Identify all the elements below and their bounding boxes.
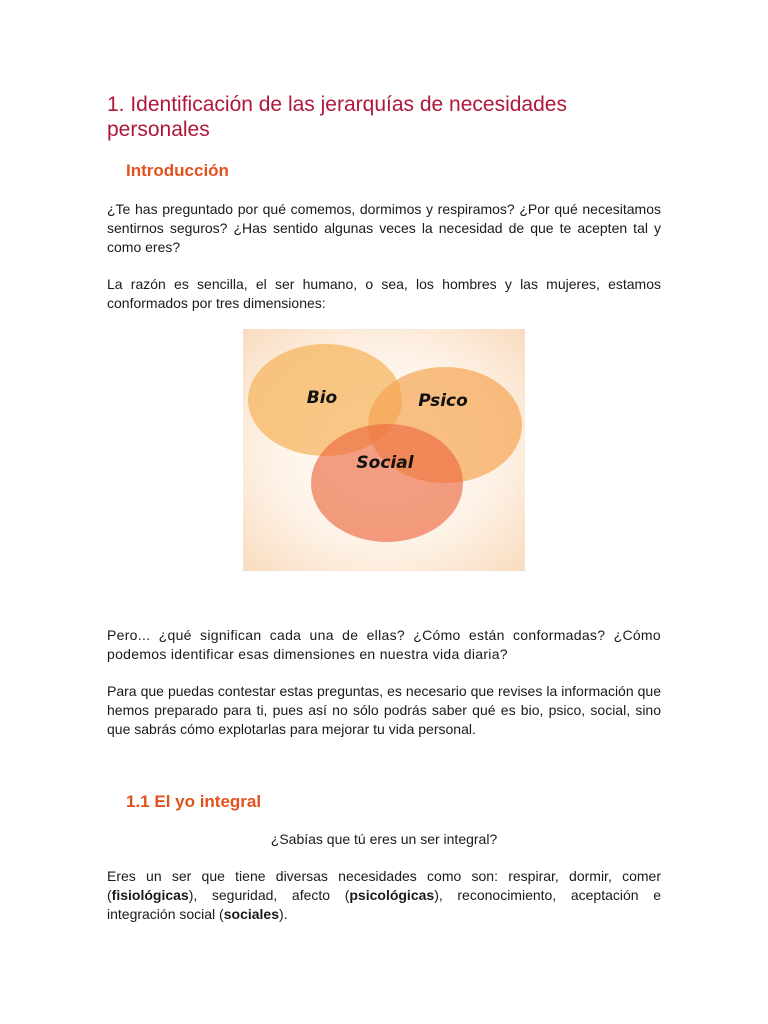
yo-text-part-3: ), reconocimiento, aceptación e integración social ( [107, 887, 661, 922]
yo-question: ¿Sabías que tú eres un ser integral? [270, 831, 498, 847]
yo-text-fisiologicas: fisiológicas [111, 887, 189, 903]
section-heading-yo-integral: 1.1 El yo integral [126, 792, 262, 811]
yo-text-part-2: ), seguridad, afecto ( [188, 887, 350, 903]
venn-label-social: Social [356, 453, 414, 473]
intro-paragraph-2: La razón es sencilla, el ser humano, o sea, los hombres y las mujeres, estamos conformados por tres dimensiones: [107, 276, 661, 311]
yo-text-sociales: sociales [223, 906, 279, 922]
yo-text-psicologicas: psicológicas [349, 887, 435, 903]
yo-text-part-1: Eres un ser que tiene diversas necesidades como son: respirar, dormir, comer ( [107, 868, 661, 903]
question-paragraph-2: Para que puedas contestar estas preguntas, es necesario que revises la información que hemos preparado para ti, pues así no sólo podrás saber qué es bio, psico, social, sino que sabrás cómo explotarlas para mejorar tu vida personal. [107, 683, 661, 737]
yo-integral-paragraph [107, 867, 661, 924]
page-title: 1. Identificación de las jerarquías de necesidades personales [107, 93, 567, 141]
venn-label-bio: Bio [306, 388, 338, 408]
venn-label-psico: Psico [418, 391, 468, 411]
section-heading-introduccion: Introducción [126, 161, 229, 180]
intro-paragraph-1: ¿Te has preguntado por qué comemos, dormimos y respiramos? ¿Por qué necesitamos sentirnos seguros? ¿Has sentido algunas veces la necesidad de que te acepten tal y como eres? [107, 201, 661, 255]
venn-circle-social [311, 424, 463, 542]
yo-text-part-4: ). [279, 906, 288, 922]
question-paragraph-1: Pero... ¿qué significan cada una de ellas? ¿Cómo están conformadas? ¿Cómo podemos identificar esas dimensiones en nuestra vida diaria? [107, 627, 661, 662]
venn-diagram [243, 329, 525, 571]
